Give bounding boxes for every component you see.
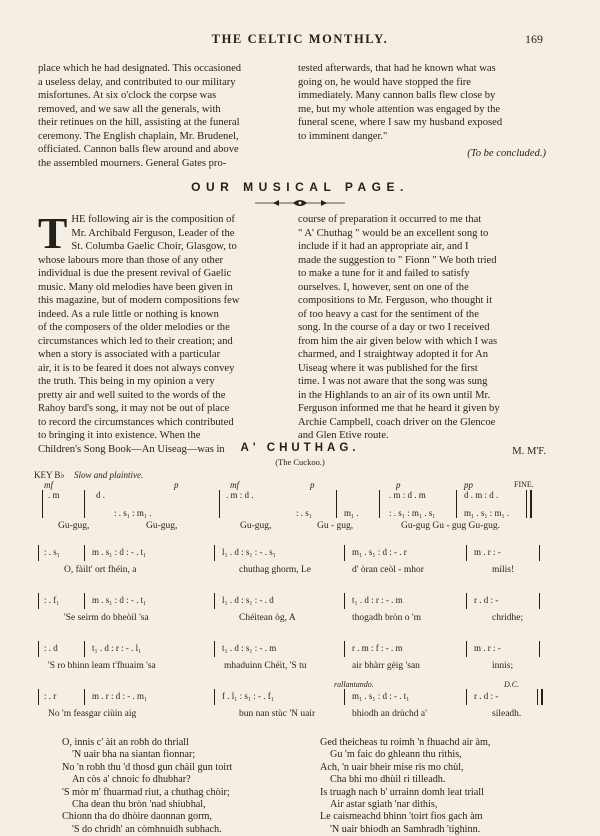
text-line: going on, he would have stopped the fire <box>298 76 471 88</box>
verse-line: Ged theicheas tu roimh 'n fhuachd air àm, <box>320 737 491 748</box>
verse-line: 'S mòr m' fhuarmad riut, a chuthag chòir; <box>62 786 230 798</box>
text-line: Children's Song Book—An Uiseag—was in <box>38 443 225 455</box>
notes: m . r : d : - . m₁ <box>92 691 148 701</box>
verse-left <box>62 737 232 836</box>
music-system-4 <box>34 641 554 677</box>
verse-line: Is truagh nach b' urrainn domh leat triall <box>320 786 484 798</box>
lyric: sileadh. <box>492 709 522 719</box>
text-line: the truth. This being in my opinion a very <box>38 376 215 387</box>
verse-line: An còs a' chnoic fo dhubhar? <box>72 774 191 786</box>
lyric: milis! <box>492 565 515 575</box>
text-line: music. Many old melodies have been given in <box>38 281 233 293</box>
notes: : . f₁ <box>44 595 60 605</box>
verse-line: Gu 'm faic do ghleann thu rithis, <box>330 749 462 761</box>
text-line: a useless delay, and contributed to our military <box>38 76 236 88</box>
ornament-divider-icon <box>255 197 345 209</box>
verse-line: 'S do chridh' an còmhnuidh subhach. <box>72 823 222 835</box>
text-line: include if it had an appropriate air, and I <box>298 241 469 252</box>
section-title: OUR MUSICAL PAGE. <box>191 180 409 194</box>
text-line: this magazine, but of modern compositions few <box>38 295 240 306</box>
text-line: Archie Campbell, coach driver on the Glencoe <box>298 416 496 428</box>
journal-title: THE CELTIC MONTHLY. <box>211 32 389 46</box>
notes-alto: : . s₁ : m₁ . s₁ <box>389 508 436 518</box>
running-header <box>0 32 600 52</box>
text-line: individual is due the present revival of Gaelic <box>38 268 232 279</box>
text-line: HE following air is the composition of <box>71 214 235 225</box>
tempo-marking: Slow and plaintive. <box>74 470 144 480</box>
text-line: indeed. As a rule little or nothing is known <box>38 308 219 320</box>
verse-line: Ach, 'n uair bheir mise ris mo chùl, <box>320 761 464 773</box>
text-line: " A' Chuthag " would be an excellent song to <box>298 227 489 239</box>
text-line: air, it is to be feared it does not always convey <box>38 362 235 374</box>
verse-line: No 'n robh thu 'd thosd gun chàil gun toirt <box>62 761 233 773</box>
notes: m . s₁ : d : - . t₁ <box>92 547 147 557</box>
da-capo-marking: D.C. <box>504 680 520 689</box>
notes: f . l₁ : s₁ : - . f₁ <box>222 691 274 701</box>
notes-alto: : . s₁ <box>296 508 312 518</box>
music-system-5 <box>34 680 554 729</box>
notes: r . d : - <box>474 691 499 701</box>
fine-marking: FINE. <box>514 480 534 489</box>
text-line: Ferguson informed me that he heard it given by <box>298 403 500 414</box>
dynamic-mark: p <box>174 480 179 490</box>
text-line: from him the air given below with which I was <box>298 335 498 347</box>
text-line: misfortunes. At six o'clock the corpse was <box>38 90 217 101</box>
key-signature: KEY B♭ <box>34 470 65 480</box>
notes: t₁ . d : r : - . m <box>352 595 403 605</box>
notes-soprano: d . m : d . <box>464 490 499 500</box>
author-signature: M. M'F. <box>512 445 546 457</box>
text-line: immediately. Many cannon balls flew close by <box>298 90 496 101</box>
notes: m₁ . s₁ : d : - . r <box>352 547 407 557</box>
drop-cap: T <box>38 209 68 258</box>
dynamic-mark: p <box>310 480 315 490</box>
text-line: ourselves. I, however, sent on one of the <box>298 281 469 293</box>
verse-line: Cha dean thu bròn 'nad shiubhal, <box>72 799 206 811</box>
notes: m . r : - <box>474 547 501 557</box>
text-line: of too heavy a cast for the sentiment of the <box>298 308 479 320</box>
lyric: chuthag ghorm, Le <box>239 565 312 575</box>
verse-line: 'N uair bha na siantan fionnar; <box>72 749 196 761</box>
text-line: removed, and we saw all the generals, with <box>38 103 221 115</box>
music-system-2 <box>34 545 554 581</box>
article-right-column <box>298 213 546 458</box>
text-line: tested afterwards, that had he known what was <box>298 63 496 74</box>
notes-soprano: . m <box>48 490 60 500</box>
text-line: to make a tune for it and failed to satisfy <box>298 268 470 279</box>
notes: : . r <box>44 691 57 701</box>
text-line: circumstances which led to their creation; and <box>38 335 233 347</box>
text-line: the assembled mourners. General Gates pro- <box>38 157 227 169</box>
text-line: funeral scene, where I saw my husband exposed <box>298 117 503 128</box>
text-line: compositions to Mr. Ferguson, who thought it <box>298 295 493 306</box>
notes: m . s₁ : d : - . t₁ <box>92 595 147 605</box>
dynamic-mark: mf <box>44 480 53 490</box>
lyric: innis; <box>492 661 514 671</box>
text-line: Rahoy bard's song, it may not be out of place <box>38 403 230 414</box>
music-system-1 <box>34 470 554 532</box>
text-line: when a story is associated with a particular <box>38 349 221 360</box>
dynamic-mark: pp <box>464 480 473 490</box>
verse-line: Cha bhi mo dhùil ri tilleadh. <box>330 774 446 786</box>
text-line: time. I was not aware that the song was sung <box>298 376 488 387</box>
verse-line: Le caismeachd bhinn 'toirt fios gach àm <box>320 811 483 823</box>
lyric: O, fàilt' ort fhéin, a <box>64 565 137 575</box>
lyric: Gu-gug, <box>240 521 272 531</box>
notes: r . d : - <box>474 595 499 605</box>
text-line: to imminent danger." <box>298 130 388 142</box>
text-line: Mr. Archibald Ferguson, Leader of the <box>71 227 235 239</box>
lyric: chridhe; <box>492 613 524 623</box>
lyric: air bhàrr gèig 'san <box>352 661 420 671</box>
lyric: Gu-gug, <box>146 521 178 531</box>
text-line: to bringing it into existence. When the <box>38 430 201 441</box>
top-right-column <box>298 62 546 161</box>
notes-alto: m₁ . s₁ : m₁ . <box>464 508 510 518</box>
text-line: St. Columba Gaelic Choir, Glasgow, to <box>71 241 237 252</box>
verse-line: O, innis c' àit an robh do thriall <box>62 737 189 748</box>
lyric: mhaduinn Chéit, 'S tu <box>224 661 307 671</box>
lyric: Gu - gug, <box>317 521 354 531</box>
text-line: charmed, and I straightway adopted it for An <box>298 349 489 360</box>
notes: t₁ . d : s₁ : - . m <box>222 643 277 653</box>
text-line: pretty air and well suited to the words of the <box>38 389 226 401</box>
verse-line: Chionn tha do dhòire daonnan gorm, <box>62 811 212 823</box>
notes: : . s₁ <box>44 547 60 557</box>
text-line: whose labours more than those of any other <box>38 254 224 266</box>
lyric: 'Se seirm do bheòil 'sa <box>64 613 149 623</box>
notes: l₁ . d : s₁ : - . d <box>222 595 274 605</box>
text-line: Uiseag where it was published for the first <box>298 362 478 374</box>
lyric: bhiodh an drùchd a' <box>352 709 427 719</box>
lyric: Gu-gug Gu - gug Gu-gug. <box>401 521 500 531</box>
notes: m . r : - <box>474 643 501 653</box>
text-line: made the suggestion to " Fionn " We both tried <box>298 254 497 266</box>
lyric: thogadh bròn o 'm <box>352 613 421 623</box>
text-line: place which he had designated. This occasioned <box>38 63 242 74</box>
lyric: d' òran ceòl - mhor <box>352 565 424 575</box>
dynamic-mark: mf <box>230 480 239 490</box>
lyric: Gu-gug, <box>58 521 90 531</box>
dynamic-mark: p <box>396 480 401 490</box>
music-system-3 <box>34 593 554 629</box>
top-left-column <box>38 62 286 170</box>
notes-soprano: . m : d . m <box>389 490 426 500</box>
song-subtitle: (The Cuckoo.) <box>275 457 325 467</box>
text-line: officiated. Cannon balls flew around and above <box>38 144 239 155</box>
notes-alto: m₁ . <box>344 508 359 518</box>
text-line: song. In the course of a day or two I received <box>298 322 490 333</box>
article-left-column <box>38 209 288 456</box>
notes-alto: : . s₁ : m₁ . <box>114 508 152 518</box>
notes: t₁ . d : r : - . l₁ <box>92 643 142 653</box>
notes: r . m : f : - . m <box>352 643 403 653</box>
notes-soprano: . m : d . <box>226 490 254 500</box>
notes: l₁ . d : s₁ : - . s₁ <box>222 547 276 557</box>
page-number: 169 <box>525 32 543 46</box>
text-line: in the Highlands to an air of its own until Mr. <box>298 389 491 401</box>
lyric: 'S ro bhinn leam t'fhuaim 'sa <box>48 661 156 671</box>
notes: : . d <box>44 643 58 653</box>
text-line: and Glen Etive route. <box>298 430 389 441</box>
text-line: ceremony. The English chaplain, Mr. Brudenel, <box>38 130 239 142</box>
text-line: their retinues on the hill, assisting at the funeral <box>38 117 240 128</box>
text-line: me, but my whole attention was engaged by the <box>298 103 501 115</box>
text-line: course of preparation it occurred to me that <box>298 214 482 225</box>
verse-line: 'N uair bhiodh an Samhradh 'tighinn. <box>330 823 481 835</box>
notes: m₁ . s₁ : d : - . t₁ <box>352 691 410 701</box>
rallentando-marking: rallantando. <box>334 680 374 689</box>
verse-right <box>320 737 490 836</box>
to-be-concluded-note: (To be concluded.) <box>467 148 546 159</box>
verse-line: Air astar sgiath 'nar dithis, <box>330 799 438 811</box>
text-line: of the composers of the older melodies or the <box>38 322 230 333</box>
text-line: to record the circumstances which contributed <box>38 416 234 428</box>
lyric: bun nan stùc 'N uair <box>239 709 316 719</box>
lyric: Chéitean òg, A <box>239 613 296 623</box>
lyric: No 'm feasgar ciùin aig <box>48 709 137 719</box>
notes-soprano: d . <box>96 490 105 500</box>
song-title: A' CHUTHAG. <box>240 442 360 454</box>
